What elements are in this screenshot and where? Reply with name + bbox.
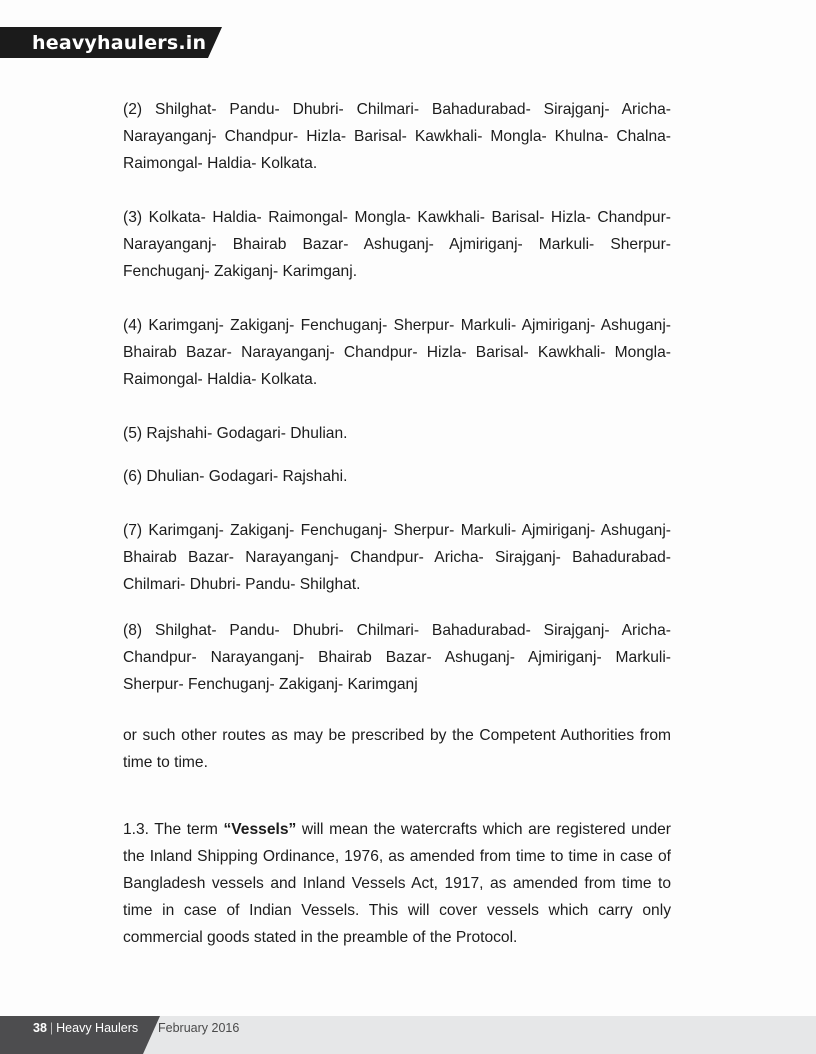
route-paragraph-7: (7) Karimganj- Zakiganj- Fenchuganj- Sherpur- Markuli- Ajmiriganj- Ashuganj- Bhairab Bazar- Narayanganj- Chandpur- Aricha- Sirajganj- Bahadurabad- Chilmari- Dhubri- Pandu- Shilghat. bbox=[123, 522, 671, 593]
magazine-name: Heavy Haulers bbox=[56, 1021, 139, 1035]
route-paragraph-2: (2) Shilghat- Pandu- Dhubri- Chilmari- Bahadurabad- Sirajganj- Aricha- Narayanganj- Chandpur- Hizla- Barisal- Kawkhali- Mongla- Khulna- Chalna- Raimongal- Haldia- Kolkata. bbox=[123, 101, 671, 172]
route-paragraph-3: (3) Kolkata- Haldia- Raimongal- Mongla- Kawkhali- Barisal- Hizla- Chandpur- Narayanganj- Bhairab Bazar- Ashuganj- Ajmiriganj- Markuli- Sherpur- Fenchuganj- Zakiganj- Karimganj. bbox=[123, 209, 671, 280]
route-paragraph-6: (6) Dhulian- Godagari- Rajshahi. bbox=[123, 468, 348, 485]
issue-date: February 2016 bbox=[158, 1021, 240, 1035]
route-paragraph-4: (4) Karimganj- Zakiganj- Fenchuganj- Sherpur- Markuli- Ajmiriganj- Ashuganj- Bhairab Bazar- Narayanganj- Chandpur- Hizla- Barisal- Kawkhali- Mongla- Raimongal- Haldia- Kolkata. bbox=[123, 317, 671, 388]
footer-separator: | bbox=[49, 1021, 54, 1035]
document-body bbox=[123, 96, 671, 951]
definition-term: “Vessels” bbox=[223, 821, 297, 838]
page-number: 38 bbox=[33, 1021, 47, 1035]
route-paragraph-8: (8) Shilghat- Pandu- Dhubri- Chilmari- Bahadurabad- Sirajganj- Aricha- Chandpur- Narayanganj- Bhairab Bazar- Ashuganj- Ajmiriganj- Markuli- Sherpur- Fenchuganj- Zakiganj- Karimganj bbox=[123, 622, 671, 693]
vessels-definition bbox=[123, 816, 671, 951]
site-banner bbox=[0, 27, 222, 58]
footer-page-label bbox=[33, 1019, 138, 1037]
routes-note: or such other routes as may be prescribed by the Competent Authorities from time to time. bbox=[123, 727, 671, 771]
definition-text: will mean the watercrafts which are registered under the Inland Shipping Ordinance, 1976, as amended from time to time in case of Bangladesh vessels and Inland Vessels Act, 1917, as amended from time to time in case of Indian Vessels. This will cover vessels which carry only commercial goods stated in the preamble of the Protocol. bbox=[123, 821, 671, 946]
route-paragraph-5: (5) Rajshahi- Godagari- Dhulian. bbox=[123, 425, 348, 442]
site-name[interactable]: heavyhaulers.in bbox=[32, 32, 207, 54]
definition-prefix: 1.3. The term bbox=[123, 821, 224, 838]
